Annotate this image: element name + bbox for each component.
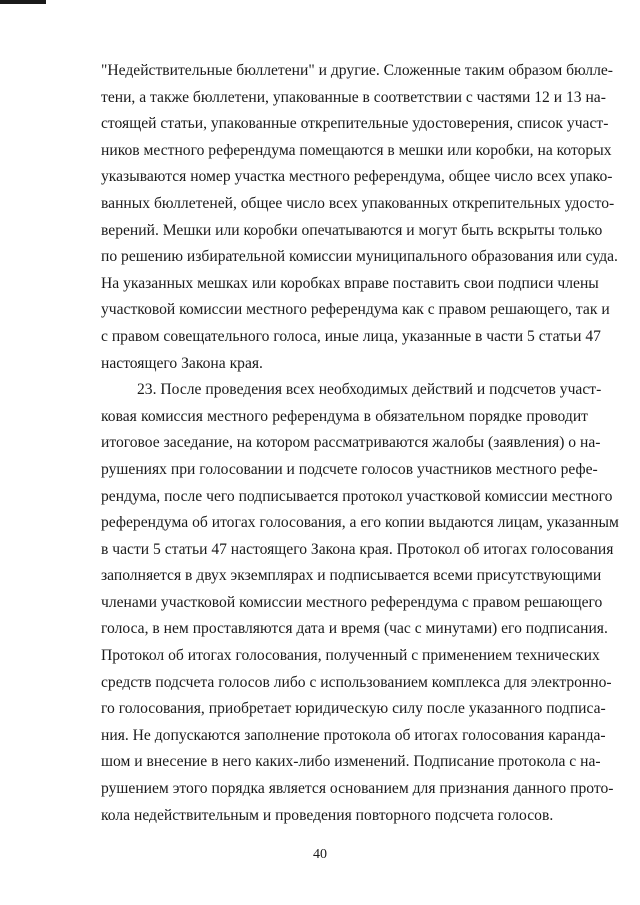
text-line: тени, а также бюллетени, упакованные в соответствии с частями 12 и 13 на- (101, 88, 606, 106)
text-line: ников местного референдума помещаются в мешки или коробки, на которых (101, 141, 612, 159)
text-line: рушением этого порядка является основанием для признания данного прото- (101, 780, 614, 798)
text-line: средств подсчета голосов либо с использованием комплекса для электронно- (101, 673, 612, 691)
page-number: 40 (313, 847, 327, 862)
corner-scan-mark (0, 0, 46, 4)
text-line: по решению избирательной комиссии муниципального образования или суда. (101, 248, 618, 266)
text-line: участковой комиссии местного референдума как с правом решающего, так и (101, 301, 610, 319)
text-line: верений. Мешки или коробки опечатываются и могут быть вскрыты только (101, 221, 603, 239)
text-line: членами участковой комиссии местного референдума с правом решающего (101, 593, 603, 611)
text-line: го голосования, приобретает юридическую силу после указанного подписа- (101, 700, 606, 718)
text-line: ковая комиссия местного референдума в обязательном порядке проводит (101, 407, 588, 425)
text-line: итоговое заседание, на котором рассматриваются жалобы (заявления) о на- (101, 434, 601, 452)
paragraph (101, 58, 618, 377)
text-line: кола недействительным и проведения повторного подсчета голосов. (101, 806, 554, 824)
text-line: стоящей статьи, упакованные открепительные удостоверения, список участ- (101, 115, 609, 133)
text-line: референдума об итогах голосования, а его копии выдаются лицам, указанным (101, 514, 619, 532)
page-body (101, 58, 619, 829)
text-line: На указанных мешках или коробках вправе поставить свои подписи члены (101, 274, 599, 292)
text-line: в части 5 статьи 47 настоящего Закона края. Протокол об итогах голосования (101, 540, 614, 558)
text-line: 23. После проведения всех необходимых действий и подсчетов участ- (137, 381, 602, 399)
text-line: настоящего Закона края. (101, 354, 263, 372)
paragraph (101, 377, 619, 829)
text-line: ванных бюллетеней, общее число всех упакованных открепительных удосто- (101, 194, 615, 212)
text-line: "Недействительные бюллетени" и другие. Сложенные таким образом бюлле- (101, 62, 613, 79)
text-line: ния. Не допускаются заполнение протокола об итогах голосования каранда- (101, 726, 606, 744)
text-line: рендума, после чего подписывается протокол участковой комиссии местного (101, 487, 613, 505)
text-line: рушениях при голосовании и подсчете голосов участников местного рефе- (101, 460, 598, 478)
text-line: Протокол об итогах голосования, полученный с применением технических (101, 647, 600, 665)
text-line: шом и внесение в него каких-либо изменений. Подписание протокола с на- (101, 753, 601, 771)
text-line: с правом совещательного голоса, иные лица, указанные в части 5 статьи 47 (101, 327, 601, 345)
text-line: заполняется в двух экземплярах и подписывается всеми присутствующими (101, 567, 602, 585)
text-line: голоса, в нем проставляются дата и время (час с минутами) его подписания. (101, 620, 608, 638)
text-line: указываются номер участка местного референдума, общее число всех упако- (101, 168, 613, 186)
